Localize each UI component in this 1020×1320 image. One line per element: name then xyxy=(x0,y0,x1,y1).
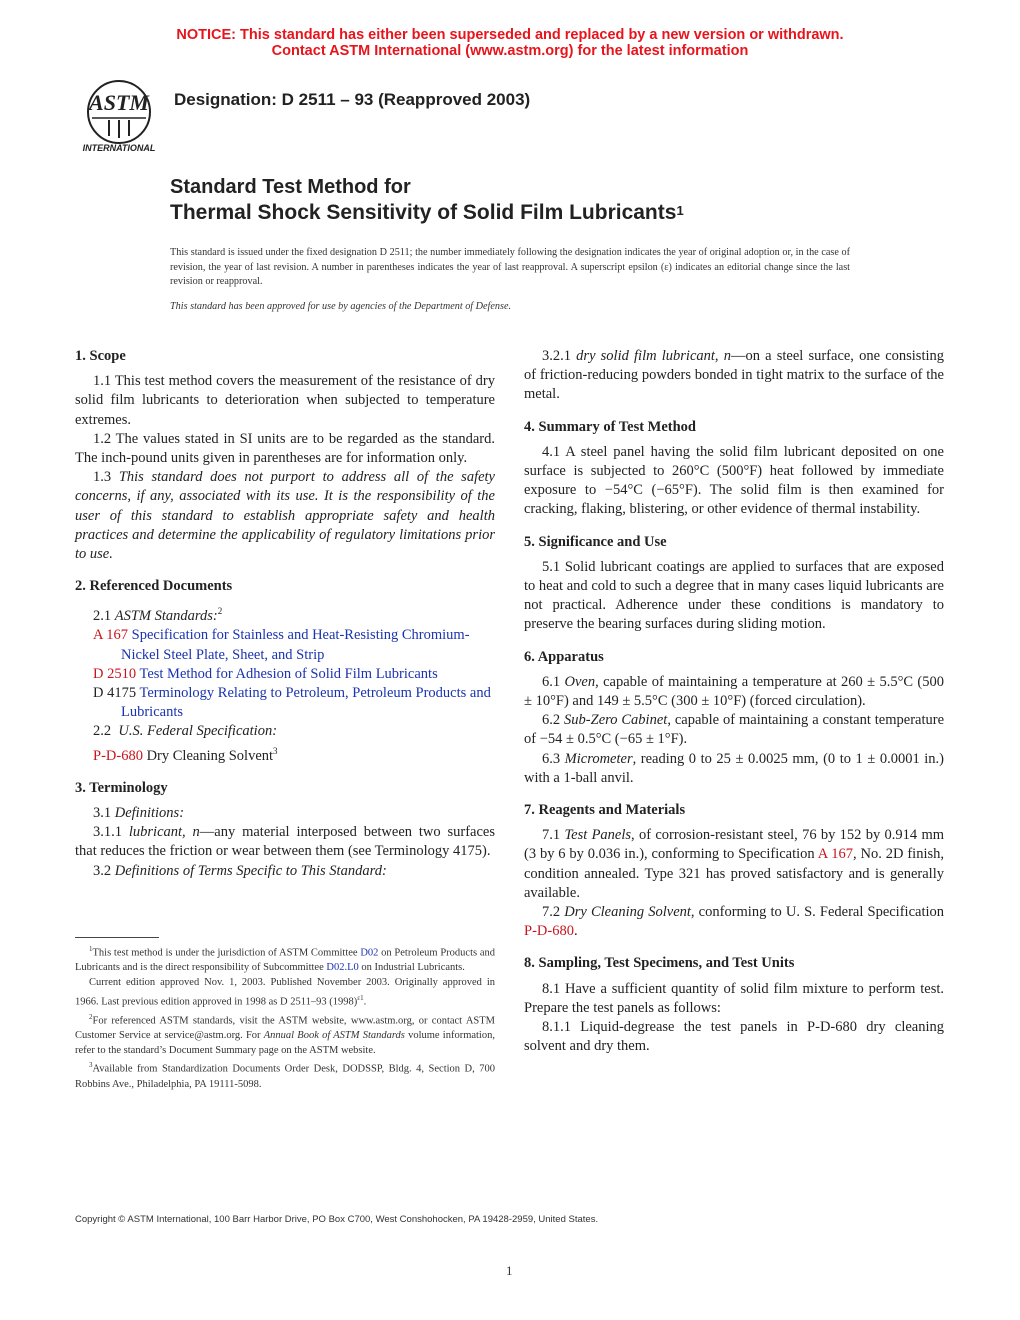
para-8-1: 8.1 Have a sufficient quantity of solid film mixture to perform test. Prepare the test panels as follows: xyxy=(524,980,944,1016)
ref-d2510-title[interactable]: Test Method for Adhesion of Solid Film Lubricants xyxy=(139,665,438,682)
para-6-1-num: 6.1 xyxy=(542,673,561,690)
para-3-2-1-text: —on a steel surface, one consisting of friction-reducing powders bonded in tight matrix to the surface of the metal. xyxy=(524,348,945,403)
ref-d4175-title[interactable]: Terminology Relating to Petroleum, Petroleum Products and Lubricants xyxy=(121,685,491,721)
footnote-2-text-b: volume information, refer to the standard’s Document Summary page on the ASTM website. xyxy=(75,1030,495,1056)
footnote-1-edition-end: . xyxy=(363,996,367,1008)
para-6-3 xyxy=(524,750,944,788)
para-3-1-1-text: —any material interposed between two surfaces that reduces the friction or wear between them (see Terminology 4175). xyxy=(75,824,495,860)
title-line-1: Standard Test Method for xyxy=(170,176,411,198)
notice-line-1: NOTICE: This standard has either been superseded and replaced by a new version or withdrawn. xyxy=(176,27,844,43)
title-line-2-text: Thermal Shock Sensitivity of Solid Film Lubricants xyxy=(170,201,677,224)
ref-a167-title[interactable]: Specification for Stainless and Heat-Resisting Chromium-Nickel Steel Plate, Sheet, and Strip xyxy=(121,627,470,663)
footnote-1 xyxy=(75,942,495,976)
section-heading-apparatus: 6. Apparatus xyxy=(524,648,604,665)
para-3-2-1-num: 3.2.1 xyxy=(542,348,571,364)
para-6-1-text: , capable of maintaining a temperature at 260 ± 5.5°C (500 ± 10°F) and 149 ± 5.5°C (300 ± 10°F) (forced circulation). xyxy=(524,673,945,710)
para-6-1 xyxy=(524,673,944,711)
ref-pd680-sup: 3 xyxy=(273,745,278,756)
ref-pd680-title: Dry Cleaning Solvent xyxy=(146,747,274,764)
para-3-2-1-term: dry solid film lubricant, n xyxy=(576,348,731,364)
footnote-rule xyxy=(75,937,159,938)
footnote-1-text-c: on Industrial Lubricants. xyxy=(358,962,465,974)
para-8-1-1: 8.1.1 Liquid-degrease the test panels in P-D-680 dry cleaning solvent and dry them. xyxy=(524,1019,944,1055)
para-3-1-1-num: 3.1.1 xyxy=(93,824,122,841)
para-7-2-num: 7.2 xyxy=(542,904,561,921)
para-1-3 xyxy=(75,468,495,564)
section-heading-summary: 4. Summary of Test Method xyxy=(524,418,696,435)
para-1-1: 1.1 This test method covers the measurement of the resistance of dry solid film lubricants to deterioration when subjected to temperature extremes. xyxy=(75,373,495,428)
para-7-2-text-b: . xyxy=(573,923,578,940)
para-7-2-term: Dry Cleaning Solvent xyxy=(564,904,691,921)
federal-spec-num: 2.2 xyxy=(93,723,112,740)
para-3-1-1 xyxy=(75,823,495,861)
section-heading-referenced-documents: 2. Referenced Documents xyxy=(75,578,233,595)
para-6-2-num: 6.2 xyxy=(542,712,561,729)
para-7-1 xyxy=(524,826,944,903)
para-1-3-text: This standard does not purport to address all of the safety concerns, if any, associated with its use. It is the responsibility of the user of this standard to establish appropriate safety and health practices and determine the applicability of regulatory limitations prior to use. xyxy=(75,469,495,563)
para-3-1-1-term: lubricant, n xyxy=(128,824,200,841)
astm-standards-sup: 2 xyxy=(217,606,223,617)
para-3-2-text: Definitions of Terms Specific to This Standard: xyxy=(114,862,387,879)
footnote-1-edition xyxy=(75,976,495,1010)
ref-d4175[interactable] xyxy=(75,684,495,722)
para-7-1-link-a167[interactable]: A 167 xyxy=(817,846,854,863)
para-6-3-num: 6.3 xyxy=(542,750,561,767)
federal-spec-label xyxy=(75,722,495,741)
footnote-1-text-a: This test method is under the jurisdiction of ASTM Committee xyxy=(92,947,361,959)
section-heading-sampling: 8. Sampling, Test Specimens, and Test Units xyxy=(524,955,795,972)
document-title xyxy=(170,175,684,227)
footnote-2-italic: Annual Book of ASTM Standards xyxy=(263,1030,405,1042)
copyright-line: Copyright © ASTM International, 100 Barr Harbor Drive, PO Box C700, West Conshohocken, PA 19428-2959, United States. xyxy=(75,1214,599,1225)
ref-a167-code[interactable]: A 167 xyxy=(93,627,129,644)
ref-a167[interactable] xyxy=(75,626,495,664)
section-heading-reagents: 7. Reagents and Materials xyxy=(524,802,686,819)
section-heading-terminology: 3. Terminology xyxy=(75,779,168,796)
para-3-1 xyxy=(75,804,495,823)
footnote-1-edition-sup: ε1 xyxy=(357,993,364,1002)
para-6-2-term: Sub-Zero Cabinet xyxy=(564,712,668,729)
para-3-1-text: Definitions: xyxy=(114,804,185,821)
federal-spec-text: U.S. Federal Specification: xyxy=(118,723,278,740)
astm-standards-num: 2.1 xyxy=(93,608,112,625)
para-7-2 xyxy=(524,903,944,941)
footnote-3-text: Available from Standardization Documents Order Desk, DODSSP, Bldg. 4, Section D, 700 Robbins Ave., Philadelphia, PA 19111-5098. xyxy=(75,1063,495,1090)
para-7-2-text-a: , conforming to U. S. Federal Specification xyxy=(690,904,945,921)
title-footnote-marker: 1 xyxy=(676,203,684,218)
para-6-3-term: Micrometer xyxy=(564,750,633,767)
logo-text: ASTM xyxy=(89,90,149,115)
para-1-3-num: 1.3 xyxy=(93,469,112,486)
ref-pd680-code[interactable]: P-D-680 xyxy=(93,747,143,764)
para-6-2 xyxy=(524,711,944,749)
footnote-1-edition-text: Current edition approved Nov. 1, 2003. Published November 2003. Originally approved in 1966. Last previous edition approved in 1998 as D 2511–93 (1998) xyxy=(75,976,495,1008)
ref-d4175-code: D 4175 xyxy=(93,685,137,702)
para-4-1: 4.1 A steel panel having the solid film lubricant deposited on one surface is subjected to 260°C (500°F) heat followed by immediate exposure to −54°C (−65°F). The solid film is then examined for cracking, flaking, blistering, or other evidence of thermal instability. xyxy=(524,443,944,518)
para-7-2-link-pd680[interactable]: P-D-680 xyxy=(524,923,574,940)
right-column xyxy=(524,347,944,1057)
section-heading-significance: 5. Significance and Use xyxy=(524,533,667,550)
para-5-1: 5.1 Solid lubricant coatings are applied to surfaces that are exposed to heat and cold to such a degree that in many cases liquid lubricants are not practical. Adherence under these conditions is mandatory to preserve the bearing surfaces during sliding motion. xyxy=(524,558,944,633)
ref-d2510-code[interactable]: D 2510 xyxy=(93,665,137,682)
para-3-2 xyxy=(75,862,495,881)
astm-standards-label xyxy=(75,602,495,626)
footnotes xyxy=(75,942,495,1092)
para-7-1-num: 7.1 xyxy=(542,827,561,844)
para-3-2-1 xyxy=(524,347,944,405)
para-7-1-term: Test Panels xyxy=(564,827,632,844)
para-6-3-text: , reading 0 to 25 ± 0.0025 mm, (0 to 1 ± 0.0001 in.) with a 1-ball anvil. xyxy=(524,750,944,786)
title-line-2 xyxy=(170,199,684,227)
notice-banner xyxy=(0,27,1020,59)
footnote-3 xyxy=(75,1058,495,1092)
left-column xyxy=(75,347,495,881)
footnote-1-marker: 1 xyxy=(89,945,93,953)
para-3-2-num: 3.2 xyxy=(93,862,112,879)
astm-standards-text: ASTM Standards: xyxy=(114,608,218,625)
approved-note: This standard has been approved for use by agencies of the Department of Defense. xyxy=(170,301,512,312)
footnote-2-marker: 2 xyxy=(89,1012,93,1021)
para-3-1-num: 3.1 xyxy=(93,804,112,821)
ref-d2510[interactable] xyxy=(75,665,495,684)
issued-note: This standard is issued under the fixed designation D 2511; the number immediately following the designation indicates the year of original adoption or, in the case of revision, the year of last revision. A number in parentheses indicates the year of last reapproval. A superscript epsilon (ε) indicates an editorial change since the last revision or reapproval. xyxy=(170,247,850,288)
section-heading-scope: 1. Scope xyxy=(75,348,126,364)
para-6-2-text: , capable of maintaining a constant temperature of −54 ± 0.5°C (−65 ± 1°F). xyxy=(524,712,945,748)
para-6-1-term: Oven xyxy=(564,673,596,690)
para-7-1-text-a: , of corrosion-resistant steel, 76 by 152 by 0.914 mm (3 by 6 by 0.036 in.), conforming to Specification xyxy=(524,827,945,863)
footnote-1-link-d02l0[interactable]: D02.L0 xyxy=(326,962,359,974)
footnote-1-text-b: on Petroleum Products and Lubricants and is the direct responsibility of Subcommittee xyxy=(75,947,495,974)
logo-subtext: INTERNATIONAL xyxy=(82,143,156,153)
footnote-2 xyxy=(75,1010,495,1059)
para-7-1-text-b: , No. 2D finish, condition annealed. Type 321 has proved satisfactory and is generally available. xyxy=(524,846,944,901)
footnote-2-text-a: For referenced ASTM standards, visit the ASTM website, www.astm.org, or contact ASTM Customer Service at service@astm.org. For xyxy=(75,1015,495,1042)
ref-pd680[interactable] xyxy=(75,742,495,766)
para-1-2: 1.2 The values stated in SI units are to be regarded as the standard. The inch-pound units given in parentheses are for information only. xyxy=(75,430,495,467)
footnote-1-link-d02[interactable]: D02 xyxy=(360,947,379,959)
notice-line-2: Contact ASTM International (www.astm.org) for the latest information xyxy=(271,43,749,59)
designation: Designation: D 2511 – 93 (Reapproved 2003) xyxy=(174,90,531,109)
astm-logo-icon xyxy=(74,76,164,154)
page-number: 1 xyxy=(506,1263,513,1278)
footnote-3-marker: 3 xyxy=(89,1061,93,1070)
